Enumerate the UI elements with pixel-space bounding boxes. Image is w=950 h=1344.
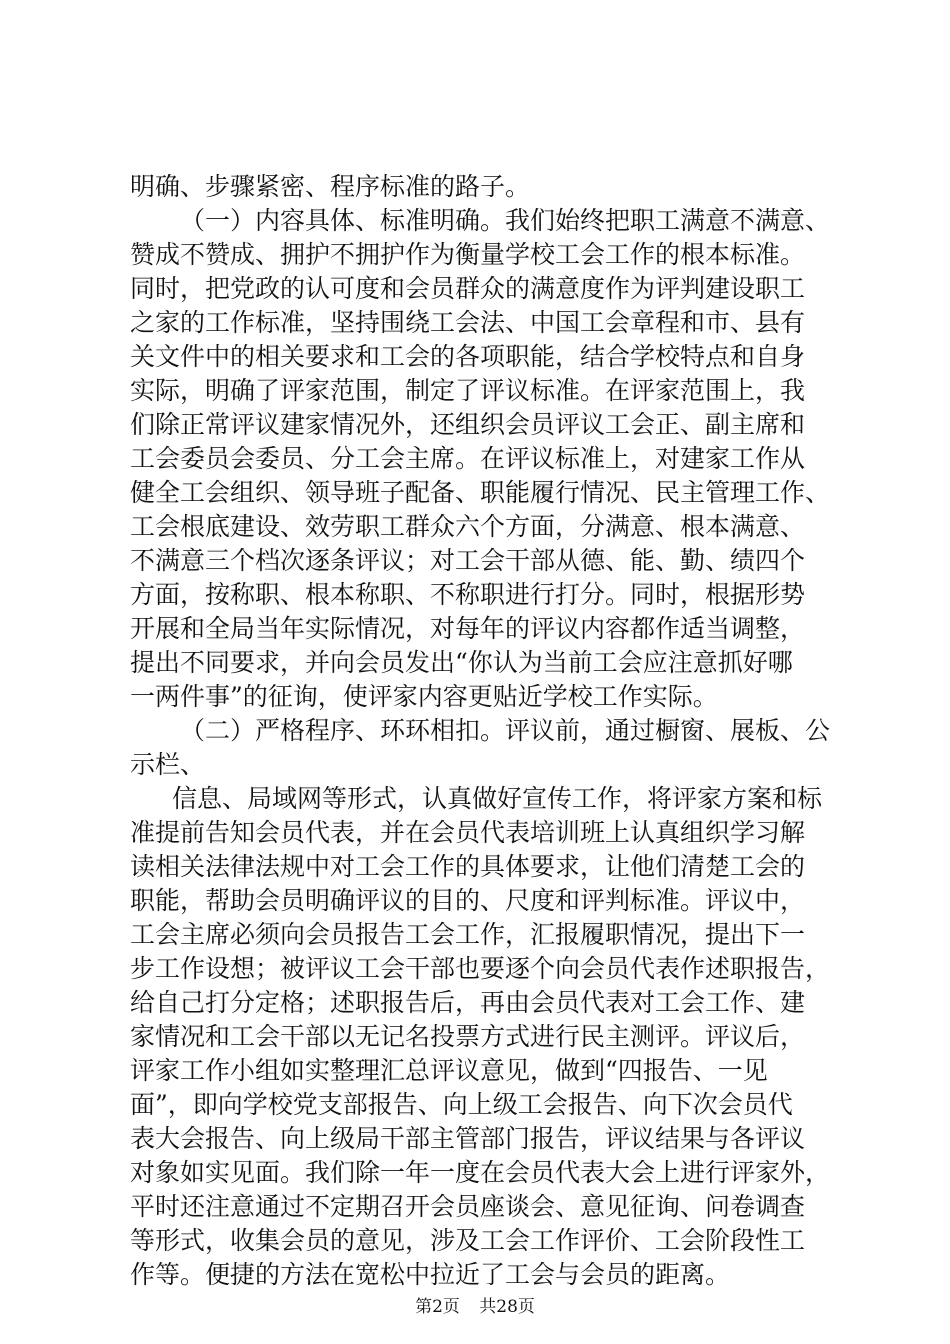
text-line: 不满意三个档次逐条评议；对工会干部从德、能、勤、绩四个 xyxy=(130,546,806,575)
text-line: 提出不同要求，并向会员发出“你认为当前工会应注意抓好哪 xyxy=(130,648,793,677)
text-line: 家情况和工会干部以无记名投票方式进行民主测评。评议后， xyxy=(130,1022,806,1051)
text-line: 职能，帮助会员明确评议的目的、尺度和评判标准。评议中， xyxy=(130,886,806,915)
text-line: 一两件事”的征询，使评家内容更贴近学校工作实际。 xyxy=(130,682,718,711)
text-line: （二）严格程序、环环相扣。评议前，通过橱窗、展板、公 xyxy=(180,716,831,745)
text-line: 明确、步骤紧密、程序标准的路子。 xyxy=(130,172,531,201)
text-line: 准提前告知会员代表，并在会员代表培训班上认真组织学习解 xyxy=(130,818,806,847)
text-line: 信息、局域网等形式，认真做好宣传工作，将评家方案和标 xyxy=(172,784,823,813)
text-line: 示栏、 xyxy=(130,750,206,779)
text-line: 表大会报告、向上级局干部主管部门报告，评议结果与各评议 xyxy=(130,1124,806,1153)
text-line: 评家工作小组如实整理汇总评议意见，做到“四报告、一见 xyxy=(130,1056,768,1085)
text-line: 开展和全局当年实际情况，对每年的评议内容都作适当调整， xyxy=(130,614,806,643)
page-footer xyxy=(0,1296,950,1318)
text-line: 方面，按称职、根本称职、不称职进行打分。同时，根据形势 xyxy=(130,580,806,609)
text-line: 作等。便捷的方法在宽松中拉近了工会与会员的距离。 xyxy=(130,1260,731,1289)
text-line: 们除正常评议建家情况外，还组织会员评议工会正、副主席和 xyxy=(130,410,806,439)
page-number: 第2页 xyxy=(415,1297,460,1317)
text-line: 读相关法律法规中对工会工作的具体要求，让他们清楚工会的 xyxy=(130,852,806,881)
text-line: 面”，即向学校党支部报告、向上级工会报告、向下次会员代 xyxy=(130,1090,793,1119)
text-line: （一）内容具体、标准明确。我们始终把职工满意不满意、 xyxy=(180,206,831,235)
text-line: 关文件中的相关要求和工会的各项职能，结合学校特点和自身 xyxy=(130,342,806,371)
page-total: 共28页 xyxy=(479,1297,535,1317)
text-line: 健全工会组织、领导班子配备、职能履行情况、民主管理工作、 xyxy=(130,478,831,507)
text-line: 实际，明确了评家范围，制定了评议标准。在评家范围上，我 xyxy=(130,376,806,405)
text-line: 等形式，收集会员的意见，涉及工会工作评价、工会阶段性工 xyxy=(130,1226,806,1255)
text-line: 对象如实见面。我们除一年一度在会员代表大会上进行评家外， xyxy=(130,1158,831,1187)
text-line: 给自己打分定格；述职报告后，再由会员代表对工会工作、建 xyxy=(130,988,806,1017)
text-line: 赞成不赞成、拥护不拥护作为衡量学校工会工作的根本标准。 xyxy=(130,240,806,269)
text-line: 工会主席必须向会员报告工会工作，汇报履职情况，提出下一 xyxy=(130,920,806,949)
text-line: 同时，把党政的认可度和会员群众的满意度作为评判建设职工 xyxy=(130,274,806,303)
text-line: 之家的工作标准，坚持围绕工会法、中国工会章程和市、县有 xyxy=(130,308,806,337)
text-line: 工会根底建设、效劳职工群众六个方面，分满意、根本满意、 xyxy=(130,512,806,541)
text-line: 平时还注意通过不定期召开会员座谈会、意见征询、问卷调查 xyxy=(130,1192,806,1221)
text-line: 工会委员会委员、分工会主席。在评议标准上，对建家工作从 xyxy=(130,444,806,473)
text-line: 步工作设想；被评议工会干部也要逐个向会员代表作述职报告， xyxy=(130,954,831,983)
